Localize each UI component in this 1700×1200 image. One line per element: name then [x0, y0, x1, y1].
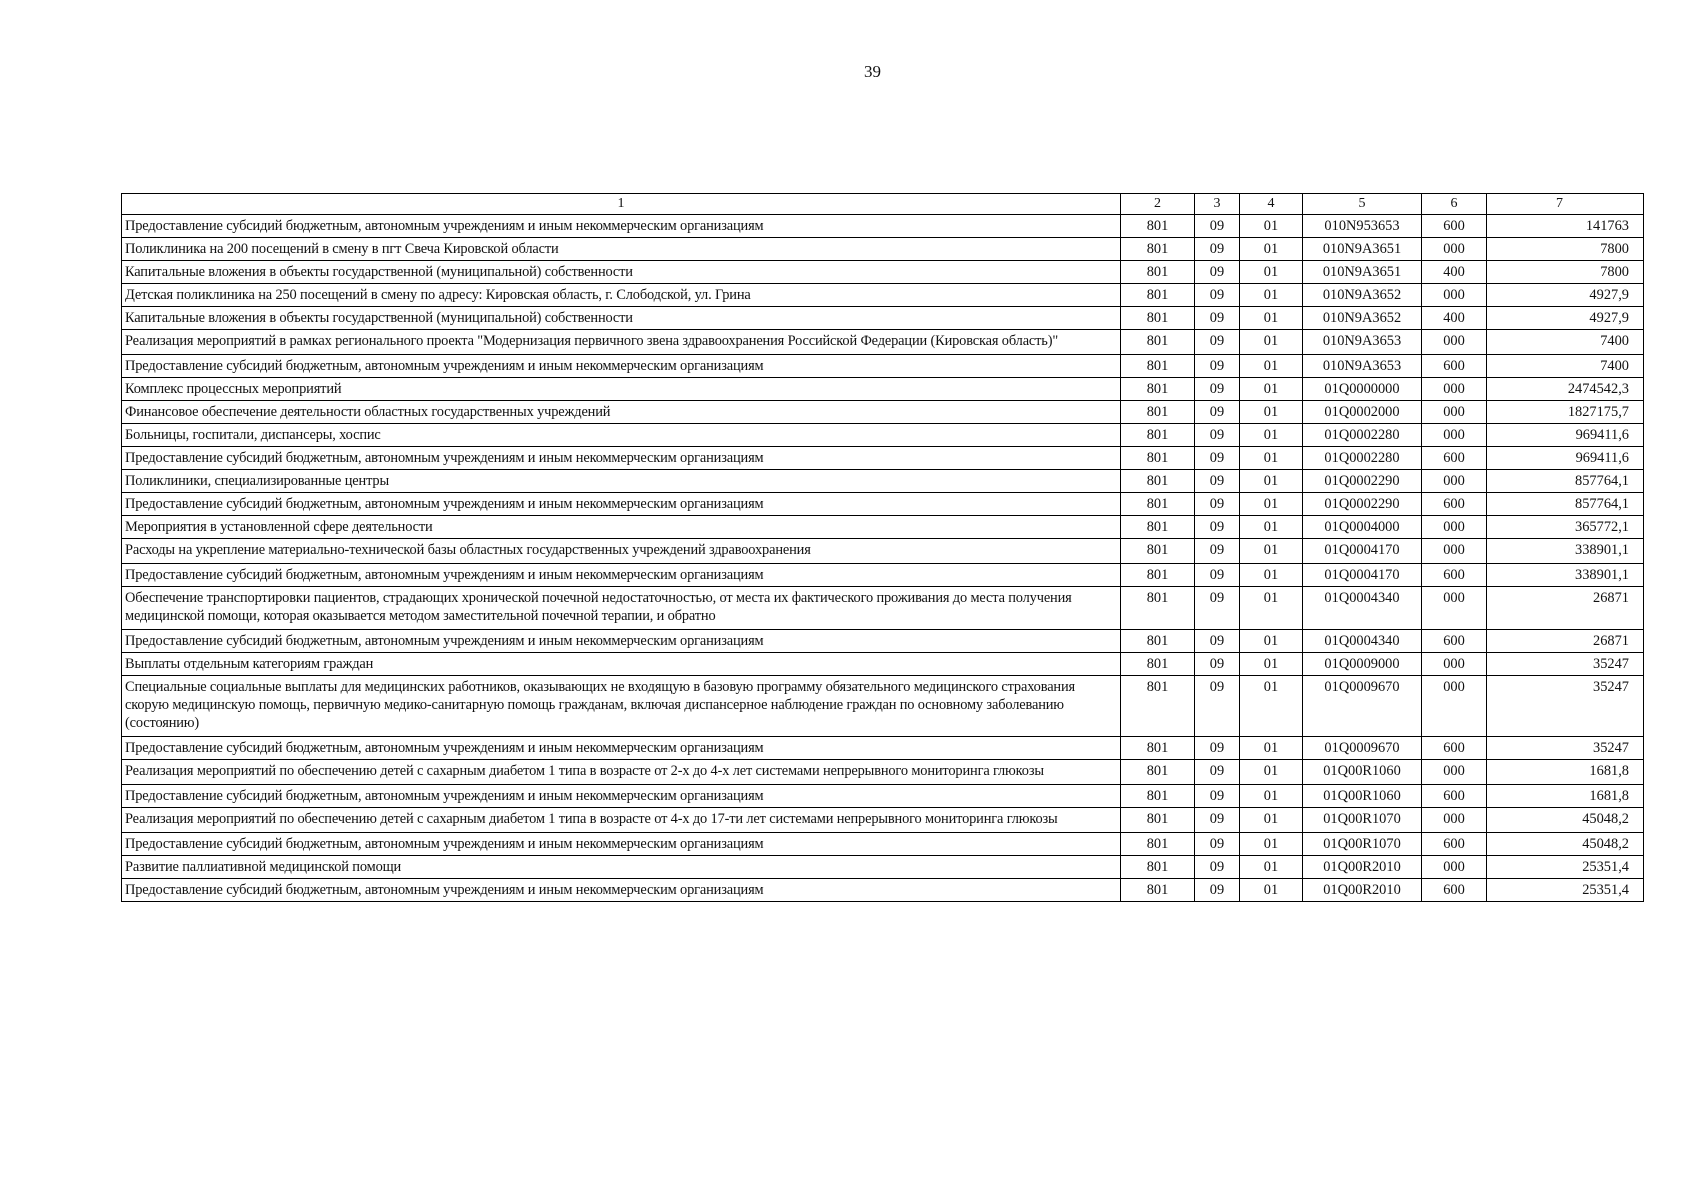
row-name: Реализация мероприятий по обеспечению детей с сахарным диабетом 1 типа в возрасте от 4-х до 17-ти лет системами непрерывного мониторинга глюкозы [122, 808, 1121, 833]
row-section: 801 [1121, 447, 1195, 470]
row-paragraph: 01 [1240, 630, 1303, 653]
header-col-7: 7 [1487, 194, 1644, 215]
row-target-article: 01Q00R1070 [1303, 833, 1422, 856]
row-section: 801 [1121, 564, 1195, 587]
header-col-1: 1 [122, 194, 1121, 215]
row-paragraph: 01 [1240, 833, 1303, 856]
row-paragraph: 01 [1240, 424, 1303, 447]
row-section: 801 [1121, 307, 1195, 330]
row-name: Предоставление субсидий бюджетным, автономным учреждениям и иным некоммерческим организациям [122, 833, 1121, 856]
row-target-article: 01Q0004340 [1303, 587, 1422, 630]
row-section: 801 [1121, 630, 1195, 653]
row-amount: 857764,1 [1487, 470, 1644, 493]
row-section: 801 [1121, 493, 1195, 516]
row-name: Выплаты отдельным категориям граждан [122, 653, 1121, 676]
row-subsection: 09 [1195, 424, 1240, 447]
row-target-article: 010N9A3652 [1303, 284, 1422, 307]
row-section: 801 [1121, 879, 1195, 902]
row-expense-type: 600 [1422, 737, 1487, 760]
row-target-article: 01Q00R2010 [1303, 879, 1422, 902]
row-subsection: 09 [1195, 539, 1240, 564]
row-name: Предоставление субсидий бюджетным, автономным учреждениям и иным некоммерческим организациям [122, 447, 1121, 470]
header-col-4: 4 [1240, 194, 1303, 215]
table-row [122, 238, 1644, 261]
row-section: 801 [1121, 284, 1195, 307]
row-amount: 25351,4 [1487, 856, 1644, 879]
table-row [122, 355, 1644, 378]
row-amount: 35247 [1487, 653, 1644, 676]
row-paragraph: 01 [1240, 215, 1303, 238]
row-section: 801 [1121, 539, 1195, 564]
row-target-article: 01Q0009670 [1303, 676, 1422, 737]
row-paragraph: 01 [1240, 238, 1303, 261]
table-row [122, 653, 1644, 676]
row-expense-type: 000 [1422, 424, 1487, 447]
row-amount: 4927,9 [1487, 307, 1644, 330]
row-paragraph: 01 [1240, 785, 1303, 808]
row-amount: 26871 [1487, 630, 1644, 653]
row-target-article: 01Q0009000 [1303, 653, 1422, 676]
row-name: Специальные социальные выплаты для медицинских работников, оказывающих не входящую в базовую программу обязательного медицинского страхования скорую медицинскую помощь, первичную медико-санитарную помощь гражданам, включая диспансерное наблюдение граждан по основному заболеванию (состоянию) [122, 676, 1121, 737]
row-paragraph: 01 [1240, 879, 1303, 902]
row-section: 801 [1121, 424, 1195, 447]
row-name: Поликлиники, специализированные центры [122, 470, 1121, 493]
row-amount: 4927,9 [1487, 284, 1644, 307]
row-expense-type: 000 [1422, 401, 1487, 424]
row-subsection: 09 [1195, 676, 1240, 737]
table-row [122, 833, 1644, 856]
row-expense-type: 000 [1422, 284, 1487, 307]
row-subsection: 09 [1195, 833, 1240, 856]
row-target-article: 01Q0004170 [1303, 539, 1422, 564]
row-amount: 25351,4 [1487, 879, 1644, 902]
row-paragraph: 01 [1240, 355, 1303, 378]
row-paragraph: 01 [1240, 760, 1303, 785]
header-col-3: 3 [1195, 194, 1240, 215]
row-subsection: 09 [1195, 447, 1240, 470]
row-subsection: 09 [1195, 284, 1240, 307]
row-target-article: 010N953653 [1303, 215, 1422, 238]
row-subsection: 09 [1195, 330, 1240, 355]
row-amount: 338901,1 [1487, 564, 1644, 587]
table-row [122, 493, 1644, 516]
row-paragraph: 01 [1240, 378, 1303, 401]
row-subsection: 09 [1195, 785, 1240, 808]
row-section: 801 [1121, 856, 1195, 879]
row-expense-type: 000 [1422, 587, 1487, 630]
table-row [122, 470, 1644, 493]
table-row [122, 564, 1644, 587]
row-section: 801 [1121, 330, 1195, 355]
row-subsection: 09 [1195, 737, 1240, 760]
row-amount: 45048,2 [1487, 808, 1644, 833]
row-target-article: 010N9A3653 [1303, 355, 1422, 378]
table-row [122, 284, 1644, 307]
row-expense-type: 400 [1422, 307, 1487, 330]
row-paragraph: 01 [1240, 330, 1303, 355]
row-section: 801 [1121, 737, 1195, 760]
row-target-article: 01Q0004340 [1303, 630, 1422, 653]
row-name: Предоставление субсидий бюджетным, автономным учреждениям и иным некоммерческим организациям [122, 564, 1121, 587]
row-subsection: 09 [1195, 493, 1240, 516]
row-paragraph: 01 [1240, 676, 1303, 737]
table-row [122, 215, 1644, 238]
row-name: Капитальные вложения в объекты государственной (муниципальной) собственности [122, 261, 1121, 284]
row-subsection: 09 [1195, 564, 1240, 587]
row-amount: 1827175,7 [1487, 401, 1644, 424]
row-subsection: 09 [1195, 401, 1240, 424]
row-name: Предоставление субсидий бюджетным, автономным учреждениям и иным некоммерческим организациям [122, 737, 1121, 760]
row-expense-type: 600 [1422, 215, 1487, 238]
row-expense-type: 400 [1422, 261, 1487, 284]
row-section: 801 [1121, 378, 1195, 401]
row-expense-type: 600 [1422, 785, 1487, 808]
row-subsection: 09 [1195, 587, 1240, 630]
table-row [122, 808, 1644, 833]
row-subsection: 09 [1195, 378, 1240, 401]
header-col-5: 5 [1303, 194, 1422, 215]
row-section: 801 [1121, 355, 1195, 378]
row-target-article: 010N9A3651 [1303, 261, 1422, 284]
row-section: 801 [1121, 653, 1195, 676]
row-expense-type: 000 [1422, 760, 1487, 785]
row-target-article: 01Q00R1060 [1303, 760, 1422, 785]
row-subsection: 09 [1195, 879, 1240, 902]
page-number: 39 [864, 62, 881, 81]
table-row [122, 424, 1644, 447]
table-row [122, 630, 1644, 653]
row-subsection: 09 [1195, 470, 1240, 493]
table-row [122, 785, 1644, 808]
row-name: Поликлиника на 200 посещений в смену в пгт Свеча Кировской области [122, 238, 1121, 261]
table-row [122, 378, 1644, 401]
row-expense-type: 000 [1422, 238, 1487, 261]
row-expense-type: 600 [1422, 833, 1487, 856]
row-paragraph: 01 [1240, 401, 1303, 424]
table-row [122, 856, 1644, 879]
row-name: Больницы, госпитали, диспансеры, хоспис [122, 424, 1121, 447]
row-paragraph: 01 [1240, 737, 1303, 760]
row-target-article: 01Q00R1070 [1303, 808, 1422, 833]
table-row [122, 261, 1644, 284]
budget-table [121, 193, 1644, 902]
row-section: 801 [1121, 760, 1195, 785]
row-amount: 1681,8 [1487, 785, 1644, 808]
row-subsection: 09 [1195, 215, 1240, 238]
row-paragraph: 01 [1240, 587, 1303, 630]
row-paragraph: 01 [1240, 470, 1303, 493]
row-target-article: 01Q0002290 [1303, 493, 1422, 516]
row-paragraph: 01 [1240, 447, 1303, 470]
row-target-article: 01Q00R1060 [1303, 785, 1422, 808]
row-amount: 7800 [1487, 261, 1644, 284]
row-section: 801 [1121, 261, 1195, 284]
row-expense-type: 600 [1422, 564, 1487, 587]
row-expense-type: 000 [1422, 808, 1487, 833]
row-paragraph: 01 [1240, 307, 1303, 330]
row-paragraph: 01 [1240, 261, 1303, 284]
table-row [122, 676, 1644, 737]
row-subsection: 09 [1195, 808, 1240, 833]
row-name: Расходы на укрепление материально-технической базы областных государственных учреждений здравоохранения [122, 539, 1121, 564]
row-subsection: 09 [1195, 653, 1240, 676]
row-paragraph: 01 [1240, 856, 1303, 879]
row-section: 801 [1121, 215, 1195, 238]
row-target-article: 01Q0002000 [1303, 401, 1422, 424]
row-amount: 7400 [1487, 355, 1644, 378]
row-target-article: 01Q0009670 [1303, 737, 1422, 760]
row-name: Реализация мероприятий по обеспечению детей с сахарным диабетом 1 типа в возрасте от 2-х до 4-х лет системами непрерывного мониторинга глюкозы [122, 760, 1121, 785]
row-expense-type: 600 [1422, 630, 1487, 653]
row-target-article: 01Q0002290 [1303, 470, 1422, 493]
row-name: Предоставление субсидий бюджетным, автономным учреждениям и иным некоммерческим организациям [122, 355, 1121, 378]
row-amount: 365772,1 [1487, 516, 1644, 539]
row-expense-type: 000 [1422, 653, 1487, 676]
row-amount: 1681,8 [1487, 760, 1644, 785]
table-row [122, 447, 1644, 470]
row-name: Предоставление субсидий бюджетным, автономным учреждениям и иным некоммерческим организациям [122, 785, 1121, 808]
row-expense-type: 600 [1422, 447, 1487, 470]
row-expense-type: 000 [1422, 516, 1487, 539]
row-paragraph: 01 [1240, 284, 1303, 307]
row-section: 801 [1121, 238, 1195, 261]
row-name: Мероприятия в установленной сфере деятельности [122, 516, 1121, 539]
row-subsection: 09 [1195, 856, 1240, 879]
row-expense-type: 000 [1422, 378, 1487, 401]
table-row [122, 401, 1644, 424]
row-expense-type: 000 [1422, 470, 1487, 493]
row-target-article: 01Q00R2010 [1303, 856, 1422, 879]
row-amount: 969411,6 [1487, 424, 1644, 447]
row-target-article: 010N9A3651 [1303, 238, 1422, 261]
table-row [122, 307, 1644, 330]
row-subsection: 09 [1195, 516, 1240, 539]
row-name: Предоставление субсидий бюджетным, автономным учреждениям и иным некоммерческим организациям [122, 630, 1121, 653]
row-amount: 7800 [1487, 238, 1644, 261]
row-subsection: 09 [1195, 355, 1240, 378]
row-amount: 7400 [1487, 330, 1644, 355]
row-target-article: 01Q0004170 [1303, 564, 1422, 587]
row-name: Предоставление субсидий бюджетным, автономным учреждениям и иным некоммерческим организациям [122, 493, 1121, 516]
row-amount: 969411,6 [1487, 447, 1644, 470]
row-amount: 45048,2 [1487, 833, 1644, 856]
row-amount: 26871 [1487, 587, 1644, 630]
row-expense-type: 600 [1422, 493, 1487, 516]
row-section: 801 [1121, 587, 1195, 630]
table-row [122, 516, 1644, 539]
header-row [122, 194, 1644, 215]
row-target-article: 01Q0004000 [1303, 516, 1422, 539]
row-expense-type: 600 [1422, 355, 1487, 378]
row-name: Капитальные вложения в объекты государственной (муниципальной) собственности [122, 307, 1121, 330]
row-paragraph: 01 [1240, 808, 1303, 833]
row-name: Развитие паллиативной медицинской помощи [122, 856, 1121, 879]
row-amount: 2474542,3 [1487, 378, 1644, 401]
row-target-article: 01Q0000000 [1303, 378, 1422, 401]
table-row [122, 330, 1644, 355]
row-amount: 857764,1 [1487, 493, 1644, 516]
table-row [122, 879, 1644, 902]
row-name: Комплекс процессных мероприятий [122, 378, 1121, 401]
row-section: 801 [1121, 470, 1195, 493]
row-target-article: 010N9A3653 [1303, 330, 1422, 355]
header-col-6: 6 [1422, 194, 1487, 215]
row-expense-type: 600 [1422, 879, 1487, 902]
row-name: Обеспечение транспортировки пациентов, страдающих хронической почечной недостаточностью, от места их фактического проживания до места получения медицинской помощи, которая оказывается методом заместительной почечной терапии, и обратно [122, 587, 1121, 630]
row-subsection: 09 [1195, 760, 1240, 785]
row-amount: 141763 [1487, 215, 1644, 238]
table-row [122, 539, 1644, 564]
row-paragraph: 01 [1240, 564, 1303, 587]
table-row [122, 737, 1644, 760]
row-section: 801 [1121, 808, 1195, 833]
table-row [122, 760, 1644, 785]
row-expense-type: 000 [1422, 676, 1487, 737]
row-paragraph: 01 [1240, 653, 1303, 676]
row-name: Предоставление субсидий бюджетным, автономным учреждениям и иным некоммерческим организациям [122, 879, 1121, 902]
row-amount: 338901,1 [1487, 539, 1644, 564]
row-expense-type: 000 [1422, 539, 1487, 564]
row-paragraph: 01 [1240, 539, 1303, 564]
row-expense-type: 000 [1422, 330, 1487, 355]
row-section: 801 [1121, 785, 1195, 808]
table-row [122, 587, 1644, 630]
row-section: 801 [1121, 401, 1195, 424]
row-amount: 35247 [1487, 737, 1644, 760]
row-subsection: 09 [1195, 238, 1240, 261]
row-subsection: 09 [1195, 307, 1240, 330]
row-expense-type: 000 [1422, 856, 1487, 879]
row-target-article: 01Q0002280 [1303, 447, 1422, 470]
row-section: 801 [1121, 516, 1195, 539]
header-col-2: 2 [1121, 194, 1195, 215]
row-name: Предоставление субсидий бюджетным, автономным учреждениям и иным некоммерческим организациям [122, 215, 1121, 238]
row-subsection: 09 [1195, 630, 1240, 653]
row-target-article: 010N9A3652 [1303, 307, 1422, 330]
row-section: 801 [1121, 676, 1195, 737]
table-body [122, 215, 1644, 902]
row-amount: 35247 [1487, 676, 1644, 737]
row-paragraph: 01 [1240, 493, 1303, 516]
row-subsection: 09 [1195, 261, 1240, 284]
row-name: Финансовое обеспечение деятельности областных государственных учреждений [122, 401, 1121, 424]
row-section: 801 [1121, 833, 1195, 856]
row-name: Детская поликлиника на 250 посещений в смену по адресу: Кировская область, г. Слободской, ул. Грина [122, 284, 1121, 307]
row-name: Реализация мероприятий в рамках регионального проекта "Модернизация первичного звена здравоохранения Российской Федерации (Кировская область)" [122, 330, 1121, 355]
row-paragraph: 01 [1240, 516, 1303, 539]
row-target-article: 01Q0002280 [1303, 424, 1422, 447]
